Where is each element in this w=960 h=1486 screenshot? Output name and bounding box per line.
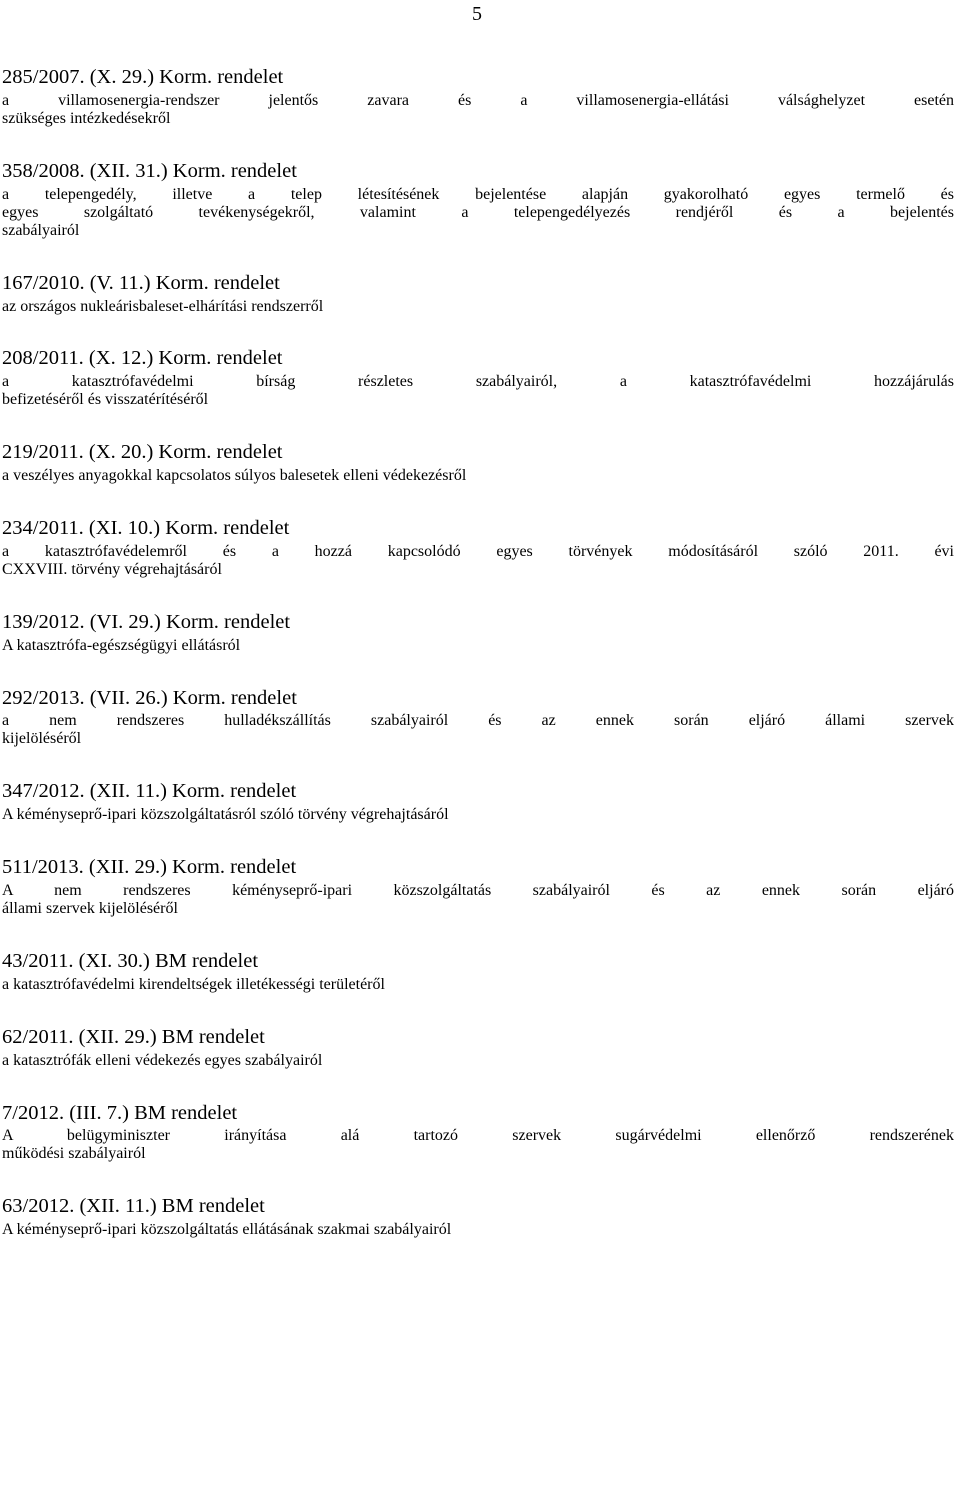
regulation-reference: 347/2012. (XII. 11.) Korm. rendelet — [2, 780, 297, 803]
regulation-title-line: szabályairól — [2, 221, 80, 239]
regulation-reference: 208/2011. (X. 12.) Korm. rendelet — [2, 347, 283, 370]
regulation-reference: 285/2007. (X. 29.) Korm. rendelet — [2, 66, 284, 88]
regulation-title — [2, 186, 954, 240]
regulation-title-line: egyes szolgáltató tevékenységekről, valamint a telepengedélyezés rendjéről és a bejelentés — [2, 203, 954, 221]
regulation-title-line: a katasztrófavédelmi kirendeltségek illetékességi területéről — [2, 975, 385, 993]
regulation-entry — [2, 344, 954, 409]
regulation-reference: 219/2011. (X. 20.) Korm. rendelet — [2, 441, 283, 464]
regulation-title-line: kijelöléséről — [2, 730, 82, 748]
regulation-title — [2, 92, 954, 128]
regulation-entry — [2, 608, 954, 655]
regulation-title-line: a veszélyes anyagokkal kapcsolatos súlyos balesetek elleni védekezésről — [2, 467, 467, 485]
regulation-title — [2, 543, 954, 579]
regulation-entry — [2, 1099, 954, 1164]
page-number: 5 — [472, 3, 482, 25]
regulation-entry — [2, 438, 954, 485]
regulation-title-line: befizetéséről és visszatérítéséről — [2, 391, 209, 409]
regulation-title — [2, 806, 954, 824]
regulation-title-line: a telepengedély, illetve a telep létesítésének bejelentése alapján gyakorolható egyes termelő és — [2, 185, 954, 203]
regulation-title — [2, 882, 954, 918]
regulation-reference: 43/2011. (XI. 30.) BM rendelet — [2, 949, 259, 972]
regulation-list — [0, 63, 954, 1268]
regulation-entry — [2, 684, 954, 749]
regulation-reference: 62/2011. (XII. 29.) BM rendelet — [2, 1025, 265, 1048]
regulation-entry — [2, 777, 954, 824]
regulation-reference: 139/2012. (VI. 29.) Korm. rendelet — [2, 610, 291, 633]
regulation-title-line: a katasztrófavédelmi bírság részletes szabályairól, a katasztrófavédelmi hozzájárulás — [2, 373, 954, 391]
regulation-title-line: A kéményseprő-ipari közszolgáltatás ellátásának szakmai szabályairól — [2, 1221, 452, 1239]
regulation-reference: 63/2012. (XII. 11.) BM rendelet — [2, 1195, 265, 1218]
regulation-title — [2, 467, 954, 485]
regulation-title — [2, 712, 954, 748]
regulation-title — [2, 976, 954, 994]
regulation-entry — [2, 269, 954, 316]
regulation-title-line: a villamosenergia-rendszer jelentős zavara és a villamosenergia-ellátási válsághelyzet esetén — [2, 91, 954, 109]
regulation-title — [2, 1052, 954, 1070]
regulation-title — [2, 298, 954, 316]
regulation-entry — [2, 1023, 954, 1070]
regulation-title-line: működési szabályairól — [2, 1145, 146, 1163]
regulation-title-line: A nem rendszeres kéményseprő-ipari közszolgáltatás szabályairól és az ennek során eljáró — [2, 882, 954, 900]
regulation-title-line: A kéményseprő-ipari közszolgáltatásról szóló törvény végrehajtásáról — [2, 806, 449, 824]
regulation-reference: 358/2008. (XII. 31.) Korm. rendelet — [2, 159, 297, 182]
regulation-title — [2, 637, 954, 655]
regulation-title-line: A belügyminiszter irányítása alá tartozó szervek sugárvédelmi ellenőrző rendszerének — [2, 1127, 954, 1145]
regulation-title-line: a katasztrófák elleni védekezés egyes szabályairól — [2, 1051, 323, 1069]
regulation-title — [2, 1221, 954, 1239]
regulation-reference: 511/2013. (XII. 29.) Korm. rendelet — [2, 856, 297, 879]
regulation-title-line: A katasztrófa-egészségügyi ellátásról — [2, 636, 241, 654]
regulation-title-line: az országos nukleárisbaleset-elhárítási rendszerről — [2, 297, 324, 315]
regulation-title-line: a katasztrófavédelemről és a hozzá kapcsolódó egyes törvények módosításáról szóló 2011. évi — [2, 542, 954, 560]
regulation-title-line: szükséges intézkedésekről — [2, 109, 171, 127]
regulation-entry — [2, 853, 954, 918]
regulation-title — [2, 1127, 954, 1163]
regulation-entry — [2, 514, 954, 579]
regulation-reference: 167/2010. (V. 11.) Korm. rendelet — [2, 271, 280, 294]
regulation-entry — [2, 947, 954, 994]
regulation-entry — [2, 157, 954, 240]
regulation-title-line: a nem rendszeres hulladékszállítás szabályairól és az ennek során eljáró állami szervek — [2, 712, 954, 730]
regulation-reference: 292/2013. (VII. 26.) Korm. rendelet — [2, 686, 297, 709]
regulation-entry — [2, 63, 954, 128]
regulation-entry — [2, 1192, 954, 1239]
regulation-title-line: állami szervek kijelöléséről — [2, 900, 178, 918]
regulation-reference: 234/2011. (XI. 10.) Korm. rendelet — [2, 516, 290, 539]
regulation-title-line: CXXVIII. törvény végrehajtásáról — [2, 560, 222, 578]
regulation-title — [2, 373, 954, 409]
regulation-reference: 7/2012. (III. 7.) BM rendelet — [2, 1101, 238, 1124]
